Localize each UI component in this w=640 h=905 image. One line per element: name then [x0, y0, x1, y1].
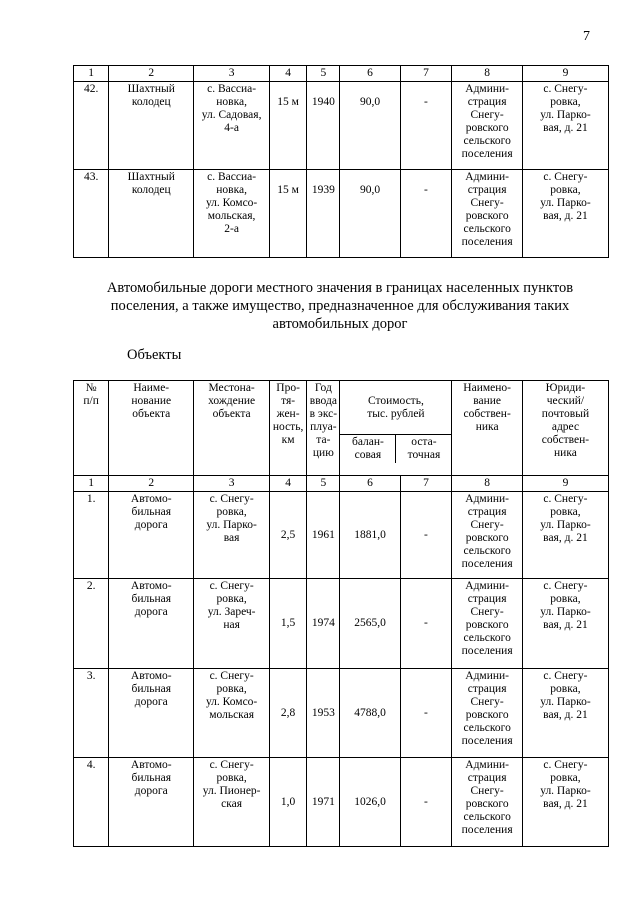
object-name: Шахтный колодец: [109, 170, 194, 258]
balance-cost: 2565,0: [340, 579, 400, 669]
column-numbers-row: [74, 476, 609, 492]
object-location: с. Вассиа- новка, ул. Комсо- мольская, 2-а: [194, 170, 270, 258]
object-length: 15 м: [269, 82, 306, 170]
table-row: [74, 669, 609, 758]
owner-name: Админи- страция Снегу- ровского сельского поселения: [452, 758, 523, 847]
object-length: 1,5: [269, 579, 306, 669]
header-name: Наиме- нование объекта: [109, 381, 194, 476]
objects-title: Объекты: [127, 347, 182, 363]
object-location: с. Снегу- ровка, ул. Зареч- ная: [194, 579, 270, 669]
owner-name: Админи- страция Снегу- ровского сельского поселения: [452, 669, 523, 758]
col-num: 5: [307, 476, 340, 492]
object-name: Автомо- бильная дорога: [109, 579, 194, 669]
col-num: 8: [452, 66, 523, 82]
object-year: 1971: [307, 758, 340, 847]
header-cost: [340, 381, 452, 476]
header-no: № п/п: [74, 381, 109, 476]
header-address: Юриди- ческий/ почтовый адрес собствен- ника: [522, 381, 608, 476]
col-num: 9: [522, 66, 608, 82]
residual-cost: -: [400, 669, 452, 758]
object-year: 1953: [307, 669, 340, 758]
balance-cost: 90,0: [340, 82, 400, 170]
owner-address: с. Снегу- ровка, ул. Парко- вая, д. 21: [522, 579, 608, 669]
col-num: 6: [340, 476, 400, 492]
balance-cost: 1881,0: [340, 492, 400, 579]
object-length: 1,0: [269, 758, 306, 847]
header-cost-sub: [340, 434, 451, 463]
col-num: 1: [74, 66, 109, 82]
residual-cost: -: [400, 170, 452, 258]
row-number: 4.: [74, 758, 109, 847]
wells-table: [73, 65, 609, 258]
header-owner: Наимено- вание собствен- ника: [452, 381, 523, 476]
owner-name: Админи- страция Снегу- ровского сельского поселения: [452, 82, 523, 170]
balance-cost: 1026,0: [340, 758, 400, 847]
owner-address: с. Снегу- ровка, ул. Парко- вая, д. 21: [522, 669, 608, 758]
col-num: 9: [522, 476, 608, 492]
residual-cost: -: [400, 492, 452, 579]
roads-table: [73, 380, 609, 847]
header-year: Год ввода в экс- плуа- та- цию: [307, 381, 340, 476]
object-location: с. Снегу- ровка, ул. Комсо- мольская: [194, 669, 270, 758]
table-row: [74, 82, 609, 170]
page-number: 7: [583, 29, 590, 44]
object-year: 1939: [307, 170, 340, 258]
col-num: 2: [109, 476, 194, 492]
balance-cost: 90,0: [340, 170, 400, 258]
col-num: 5: [307, 66, 340, 82]
residual-cost: -: [400, 82, 452, 170]
owner-name: Админи- страция Снегу- ровского сельского поселения: [452, 170, 523, 258]
object-location: с. Снегу- ровка, ул. Парко- вая: [194, 492, 270, 579]
object-name: Шахтный колодец: [109, 82, 194, 170]
table-row: [74, 170, 609, 258]
row-number: 2.: [74, 579, 109, 669]
owner-name: Админи- страция Снегу- ровского сельского поселения: [452, 492, 523, 579]
col-num: 7: [400, 476, 452, 492]
section-title: Автомобильные дороги местного значения в границах населенных пунктов поселения, а также имущество, предназначенное для обслуживания таких автомобильных дорог: [106, 280, 574, 332]
table-row: [74, 758, 609, 847]
col-num: 3: [194, 66, 270, 82]
row-number: 1.: [74, 492, 109, 579]
owner-name: Админи- страция Снегу- ровского сельского поселения: [452, 579, 523, 669]
col-num: 8: [452, 476, 523, 492]
header-length: Про- тя- жен- ность, км: [269, 381, 306, 476]
owner-address: с. Снегу- ровка, ул. Парко- вая, д. 21: [522, 492, 608, 579]
object-length: 15 м: [269, 170, 306, 258]
residual-cost: -: [400, 758, 452, 847]
header-cost-title: Стоимость, тыс. рублей: [367, 395, 425, 420]
col-num: 1: [74, 476, 109, 492]
col-num: 3: [194, 476, 270, 492]
residual-cost: -: [400, 579, 452, 669]
col-num: 4: [269, 66, 306, 82]
header-balance: балан- совая: [340, 435, 396, 463]
object-location: с. Снегу- ровка, ул. Пионер- ская: [194, 758, 270, 847]
object-year: 1961: [307, 492, 340, 579]
owner-address: с. Снегу- ровка, ул. Парко- вая, д. 21: [522, 758, 608, 847]
row-number: 43.: [74, 170, 109, 258]
col-num: 4: [269, 476, 306, 492]
col-num: 7: [400, 66, 452, 82]
owner-address: с. Снегу- ровка, ул. Парко- вая, д. 21: [522, 170, 608, 258]
header-row: [74, 381, 609, 476]
column-numbers-row: [74, 66, 609, 82]
col-num: 6: [340, 66, 400, 82]
object-name: Автомо- бильная дорога: [109, 758, 194, 847]
object-length: 2,8: [269, 669, 306, 758]
object-name: Автомо- бильная дорога: [109, 669, 194, 758]
table-row: [74, 492, 609, 579]
object-year: 1974: [307, 579, 340, 669]
table-row: [74, 579, 609, 669]
object-location: с. Вассиа- новка, ул. Садовая, 4-а: [194, 82, 270, 170]
row-number: 3.: [74, 669, 109, 758]
header-residual: оста- точная: [407, 436, 441, 461]
owner-address: с. Снегу- ровка, ул. Парко- вая, д. 21: [522, 82, 608, 170]
object-name: Автомо- бильная дорога: [109, 492, 194, 579]
object-length: 2,5: [269, 492, 306, 579]
object-year: 1940: [307, 82, 340, 170]
header-location: Местона- хождение объекта: [194, 381, 270, 476]
balance-cost: 4788,0: [340, 669, 400, 758]
col-num: 2: [109, 66, 194, 82]
row-number: 42.: [74, 82, 109, 170]
